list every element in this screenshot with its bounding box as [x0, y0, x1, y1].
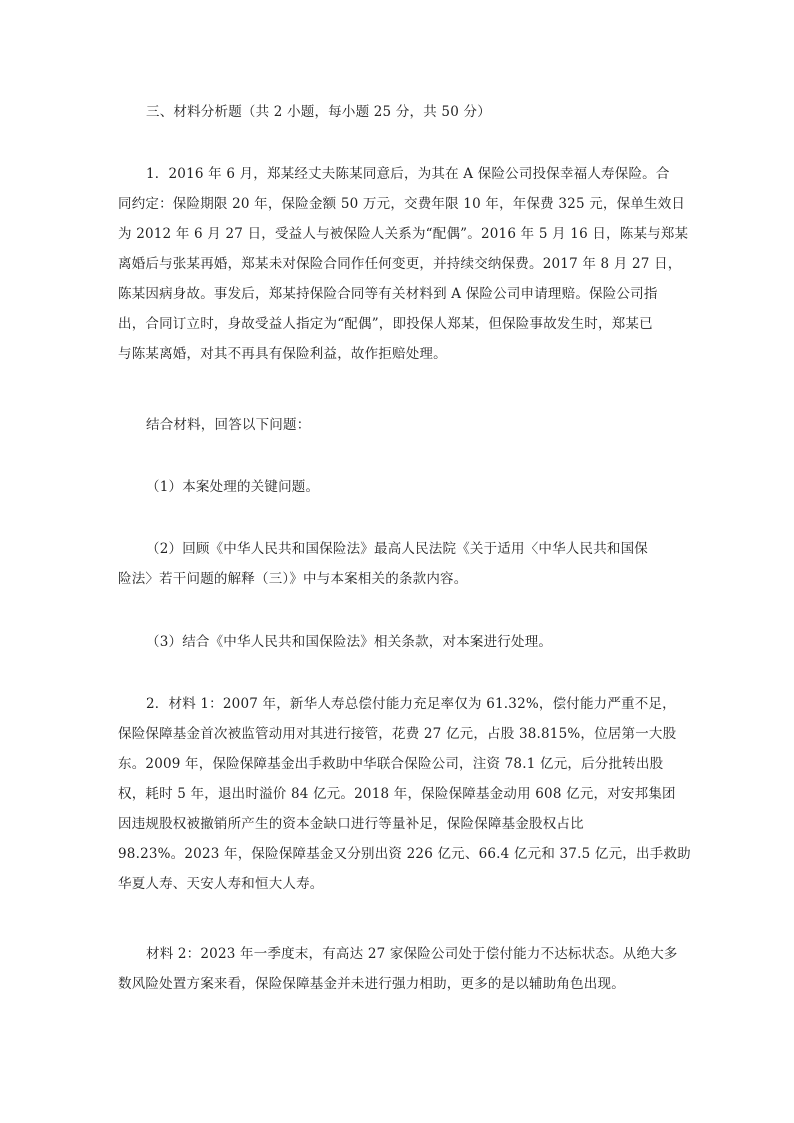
- q1-prompt-block: [118, 410, 674, 440]
- q1-line-4: 离婚后与张某再婚，郑某未对保险合同作任何变更，并持续交纳保费。2017 年 8 月 27 日，: [118, 256, 682, 272]
- q2-m2-line-1: 材料 2：2023 年一季度末，有高达 27 家保险公司处于偿付能力不达标状态。从绝大多: [146, 946, 678, 962]
- q1-sub-question-3: （3）结合《中华人民共和国保险法》相关条款，对本案进行处理。: [146, 634, 553, 650]
- q2-m2-line-2: 数风险处置方案来看，保险保障基金并未进行强力相助，更多的是以辅助角色出现。: [118, 976, 625, 992]
- q1-sub1-block: [118, 472, 674, 502]
- q1-sub-question-2-line-2: 险法〉若干问题的解释（三）》中与本案相关的条款内容。: [118, 571, 468, 587]
- q2-m1-line-5: 因违规股权被撤销所产生的资本金缺口进行等量补足，保险保障基金股权占比: [118, 816, 584, 832]
- q2-m1-line-1: 2．材料 1：2007 年，新华人寿总偿付能力充足率仅为 61.32%，偿付能力严重不足，: [146, 696, 676, 712]
- q1-sub3-block: [118, 627, 674, 657]
- q2-m1-line-6: 98.23%。2023 年，保险保障基金又分别出资 226 亿元、66.4 亿元和 37.5 亿元，出手救助: [118, 846, 691, 862]
- question-2-material-1: [118, 689, 691, 899]
- question-2-material-2: [118, 939, 678, 999]
- q2-m1-line-2: 保险保障基金首次被监管动用对其进行接管，花费 27 亿元，占股 38.815%，位居第一大股: [118, 726, 677, 742]
- q1-line-6: 出，合同订立时，身故受益人指定为“配偶”，即投保人郑某，但保险事故发生时，郑某已: [118, 316, 653, 332]
- q1-line-2: 同约定：保险期限 20 年，保险金额 50 万元，交费年限 10 年，年保费 325 元，保单生效日: [118, 196, 686, 212]
- q1-line-3: 为 2012 年 6 月 27 日，受益人与被保险人关系为“配偶”。2016 年 5 月 16 日，陈某与郑某: [118, 226, 689, 242]
- section-heading: 三、材料分析题（共 2 小题，每小题 25 分，共 50 分）: [146, 104, 491, 120]
- q2-m1-line-3: 东。2009 年，保险保障基金出手救助中华联合保险公司，注资 78.1 亿元，后分批转出股: [118, 756, 664, 772]
- q1-line-1: 1．2016 年 6 月，郑某经丈夫陈某同意后，为其在 A 保险公司投保幸福人寿保险。合: [146, 166, 670, 182]
- question-1-paragraph: [118, 159, 689, 369]
- q2-m1-line-4: 权，耗时 5 年，退出时溢价 84 亿元。2018 年，保险保障基金动用 608 亿元，对安邦集团: [118, 786, 676, 802]
- q1-sub-question-1: （1）本案处理的关键问题。: [146, 479, 320, 495]
- q1-line-5: 陈某因病身故。事发后，郑某持保险合同等有关材料到 A 保险公司申请理赔。保险公司指: [118, 286, 658, 302]
- q1-sub-question-2-line-1: （2）回顾《中华人民共和国保险法》最高人民法院《关于适用〈中华人民共和国保: [146, 541, 648, 557]
- q1-sub2-block: [118, 534, 674, 594]
- q2-m1-line-7: 华夏人寿、天安人寿和恒大人寿。: [118, 876, 324, 892]
- q1-line-7: 与陈某离婚，对其不再具有保险利益，故作拒赔处理。: [118, 346, 447, 362]
- q1-prompt: 结合材料，回答以下问题：: [146, 417, 311, 433]
- section-heading-block: [118, 97, 674, 127]
